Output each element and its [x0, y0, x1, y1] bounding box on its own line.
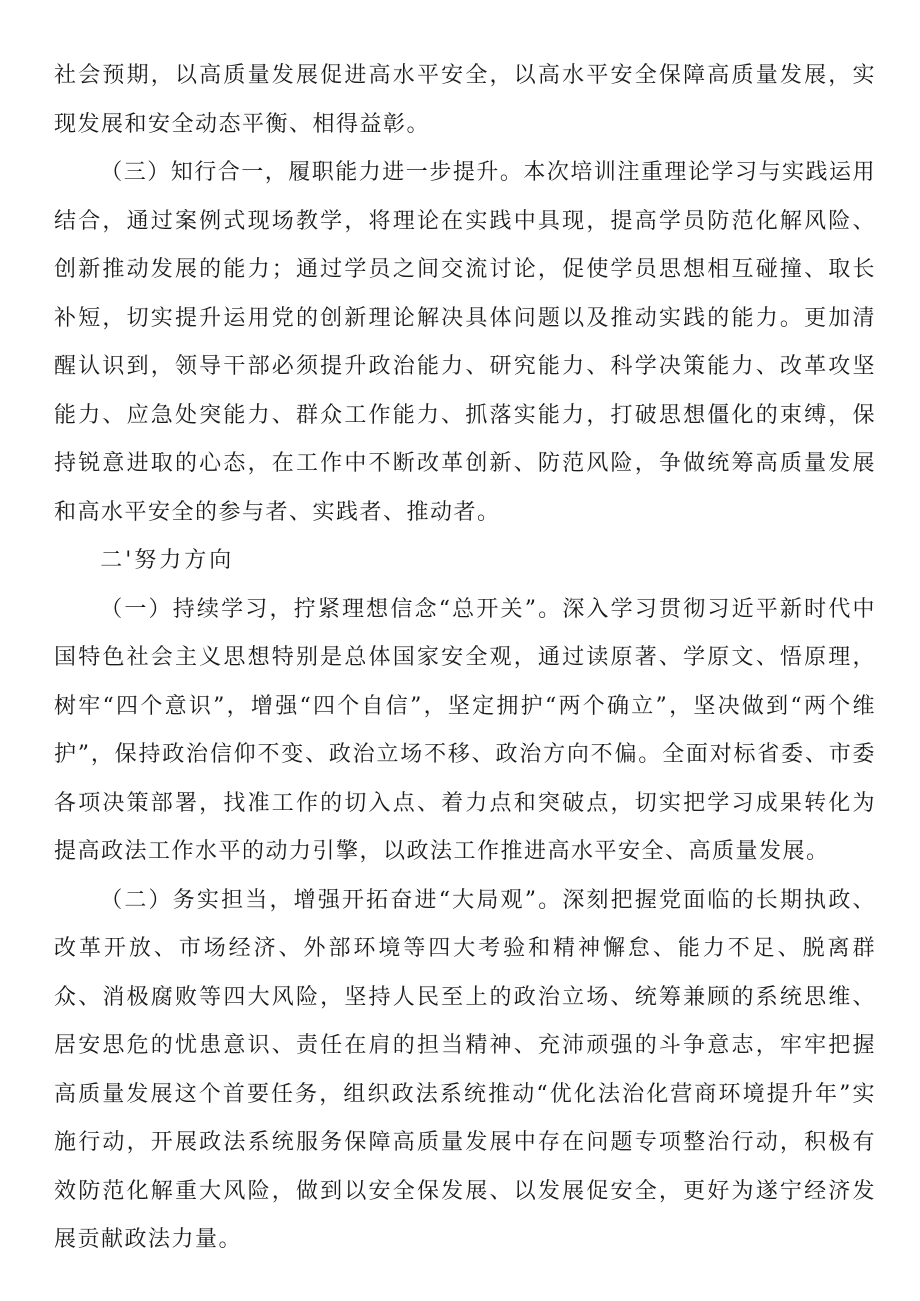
paragraph-capability-improvement: （三）知行合一，履职能力进一步提升。本次培训注重理论学习与实践运用结合，通过案例式现场教学，将理论在实践中具现，提高学员防范化解风险、创新推动发展的能力；通过学员之间交流讨论，促使学员思想相互碰撞、取长补短，切实提升运用党的创新理论解决具体问题以及推动实践的能力。更加清醒认识到，领导干部必须提升政治能力、研究能力、科学决策能力、改革攻坚能力、应急处突能力、群众工作能力、抓落实能力，打破思想僵化的束缚，保持锐意进取的心态，在工作中不断改革创新、防范风险，争做统筹高质量发展和高水平安全的参与者、实践者、推动者。: [54, 160, 876, 525]
paragraph-pragmatic-responsibility: （二）务实担当，增强开拓奋进“大局观”。深刻把握党面临的长期执政、改革开放、市场经济、外部环境等四大考验和精神懈怠、能力不足、脱离群众、消极腐败等四大风险，坚持人民至上的政治立场、统筹兼顾的系统思维、居安思危的忧患意识、责任在肩的担当精神、充沛顽强的斗争意志，牢牢把握高质量发展这个首要任务，组织政法系统推动“优化法治化营商环境提升年”实施行动，开展政法系统服务保障高质量发展中存在问题专项整治行动，积极有效防范化解重大风险，做到以安全保发展、以发展促安全，更好为遂宁经济发展贡献政法力量。: [54, 887, 876, 1252]
section-heading: 二'努力方向: [100, 548, 235, 573]
paragraph-social-expectation: 社会预期，以高质量发展促进高水平安全，以高水平安全保障高质量发展，实现发展和安全动态平衡、相得益彰。: [54, 63, 876, 137]
document-page: [54, 52, 876, 1265]
paragraph-continuous-learning: （一）持续学习，拧紧理想信念“总开关”。深入学习贯彻习近平新时代中国特色社会主义思想特别是总体国家安全观，通过读原著、学原文、悟原理，树牢“四个意识”，增强“四个自信”，坚定拥护“两个确立”，坚决做到“两个维护”，保持政治信仰不变、政治立场不移、政治方向不偏。全面对标省委、市委各项决策部署，找准工作的切入点、着力点和突破点，切实把学习成果转化为提高政法工作水平的动力引擎，以政法工作推进高水平安全、高质量发展。: [54, 596, 876, 864]
